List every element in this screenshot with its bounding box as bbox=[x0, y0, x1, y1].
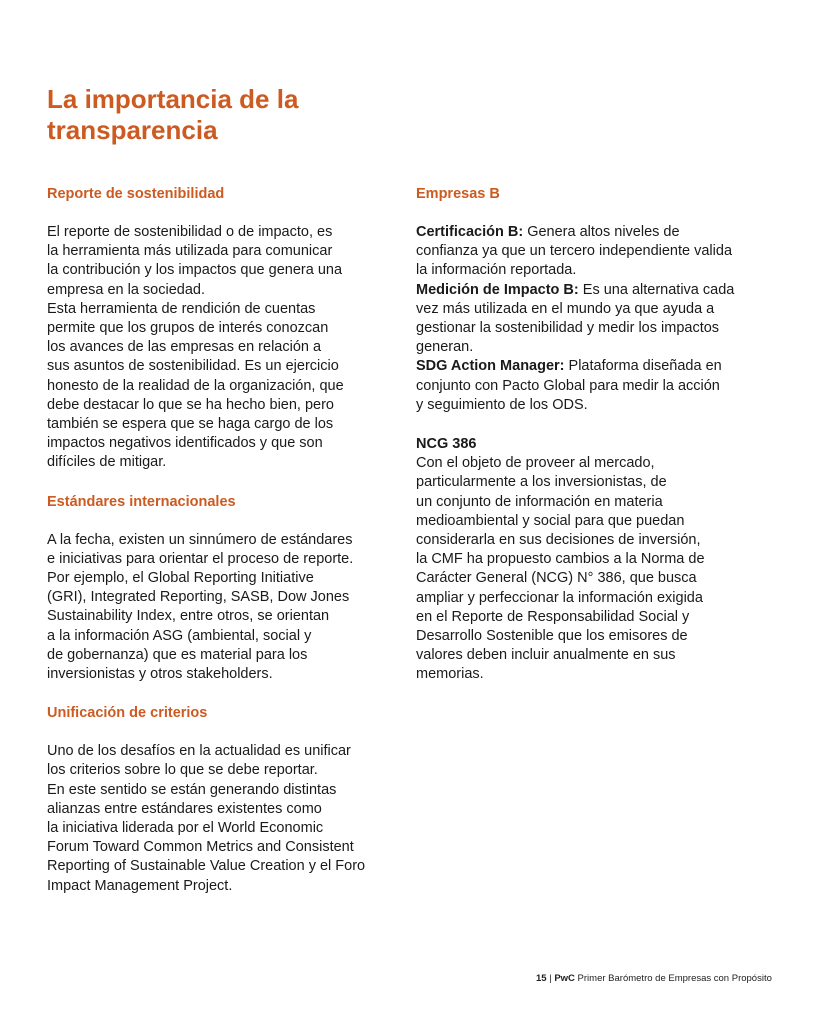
paragraph-ncg bbox=[416, 435, 784, 685]
text-line: en el Reporte de Responsabilidad Social y bbox=[416, 608, 690, 625]
text-line: conjunto con Pacto Global para medir la acción bbox=[416, 377, 720, 394]
term-text: Plataforma diseñada en bbox=[564, 358, 722, 375]
list-item-certificacion bbox=[416, 223, 784, 242]
text-line: Esta herramienta de rendición de cuentas bbox=[47, 300, 316, 317]
text-line: difíciles de mitigar. bbox=[47, 454, 167, 471]
right-column bbox=[416, 185, 784, 685]
text-line: a la información ASG (ambiental, social y bbox=[47, 627, 312, 644]
text-line: Impact Management Project. bbox=[47, 877, 233, 894]
text-line: Uno de los desafíos en la actualidad es unificar bbox=[47, 743, 351, 760]
text-line: Con el objeto de proveer al mercado, bbox=[416, 455, 655, 472]
footer-brand: PwC bbox=[554, 973, 575, 984]
text-line: los criterios sobre lo que se debe reportar. bbox=[47, 762, 318, 779]
text-line: vez más utilizada en el mundo ya que ayuda a bbox=[416, 300, 715, 317]
section-heading-estandares: Estándares internacionales bbox=[47, 493, 236, 510]
text-line: debe destacar lo que se ha hecho bien, pero bbox=[47, 396, 334, 413]
text-line: de gobernanza) que es material para los bbox=[47, 646, 308, 663]
text-line: impactos negativos identificados y que son bbox=[47, 435, 323, 452]
page-number: 15 bbox=[536, 973, 547, 984]
paragraph-unificacion bbox=[47, 742, 409, 896]
page-footer bbox=[536, 973, 772, 984]
title-line: transparencia bbox=[47, 115, 218, 145]
text-line: El reporte de sostenibilidad o de impacto, es bbox=[47, 224, 333, 240]
title-line: La importancia de la bbox=[47, 84, 299, 114]
page-title bbox=[47, 84, 407, 146]
text-line: Carácter General (NCG) N° 386, que busca bbox=[416, 570, 697, 587]
text-line: memorias. bbox=[416, 666, 484, 683]
text-line: honesto de la realidad de la organización, que bbox=[47, 377, 344, 394]
text-line: Por ejemplo, el Global Reporting Initiative bbox=[47, 570, 314, 587]
text-line: Sustainability Index, entre otros, se orientan bbox=[47, 608, 330, 625]
text-line: y seguimiento de los ODS. bbox=[416, 396, 588, 413]
section-heading-empresas-b: Empresas B bbox=[416, 186, 500, 202]
term-label: SDG Action Manager: bbox=[416, 358, 565, 375]
text-line: particularmente a los inversionistas, de bbox=[416, 474, 667, 491]
text-line: considerarla en sus decisiones de inversión, bbox=[416, 532, 701, 549]
text-line: inversionistas y otros stakeholders. bbox=[47, 666, 273, 683]
text-line: Desarrollo Sostenible que los emisores de bbox=[416, 628, 688, 645]
text-line: medioambiental y social para que puedan bbox=[416, 512, 685, 529]
term-label: Medición de Impacto B: bbox=[416, 281, 579, 298]
term-label: Certificación B: bbox=[416, 224, 524, 240]
section-heading-reporte: Reporte de sostenibilidad bbox=[47, 186, 225, 202]
text-line: sus asuntos de sostenibilidad. Es un ejercicio bbox=[47, 358, 339, 375]
term-text: Genera altos niveles de bbox=[523, 224, 680, 240]
footer-text: Primer Barómetro de Empresas con Propósito bbox=[574, 973, 772, 984]
text-line: la CMF ha propuesto cambios a la Norma de bbox=[416, 551, 705, 568]
text-line: empresa en la sociedad. bbox=[47, 281, 205, 298]
footer-separator: | bbox=[546, 973, 555, 984]
list-item-medicion bbox=[416, 281, 784, 300]
paragraph-estandares bbox=[47, 531, 409, 685]
text-line: (GRI), Integrated Reporting, SASB, Dow Jones bbox=[47, 589, 350, 606]
text-line: e iniciativas para orientar el proceso de reporte. bbox=[47, 550, 354, 567]
term-text: Es una alternativa cada bbox=[578, 281, 735, 298]
text-line: los avances de las empresas en relación a bbox=[47, 339, 322, 356]
text-line: alianzas entre estándares existentes como bbox=[47, 800, 322, 817]
section-heading-ncg: NCG 386 bbox=[416, 436, 477, 453]
list-item-sdg bbox=[416, 357, 784, 376]
text-line: En este sentido se están generando distintas bbox=[47, 781, 337, 798]
text-line: Reporting of Sustainable Value Creation y el Foro bbox=[47, 858, 366, 875]
text-line: generan. bbox=[416, 339, 474, 356]
text-line: la información reportada. bbox=[416, 262, 577, 279]
text-line: la herramienta más utilizada para comunicar bbox=[47, 243, 333, 260]
text-line: ampliar y perfeccionar la información exigida bbox=[416, 589, 703, 606]
text-line: permite que los grupos de interés conozcan bbox=[47, 320, 329, 337]
text-line: la iniciativa liderada por el World Economic bbox=[47, 820, 324, 837]
text-line: A la fecha, existen un sinnúmero de estándares bbox=[47, 531, 353, 548]
text-line: Forum Toward Common Metrics and Consistent bbox=[47, 839, 354, 856]
section-heading-unificacion: Unificación de criterios bbox=[47, 705, 208, 722]
paragraph-reporte bbox=[47, 223, 409, 473]
text-line: gestionar la sostenibilidad y medir los impactos bbox=[416, 320, 720, 337]
text-line: la contribución y los impactos que genera una bbox=[47, 262, 343, 279]
text-line: valores deben incluir anualmente en sus bbox=[416, 647, 676, 664]
text-line: también se espera que se haga cargo de los bbox=[47, 416, 334, 433]
empresas-b-list bbox=[416, 223, 784, 415]
left-column bbox=[47, 185, 409, 896]
text-line: confianza ya que un tercero independiente valida bbox=[416, 243, 733, 260]
text-line: un conjunto de información en materia bbox=[416, 493, 663, 510]
